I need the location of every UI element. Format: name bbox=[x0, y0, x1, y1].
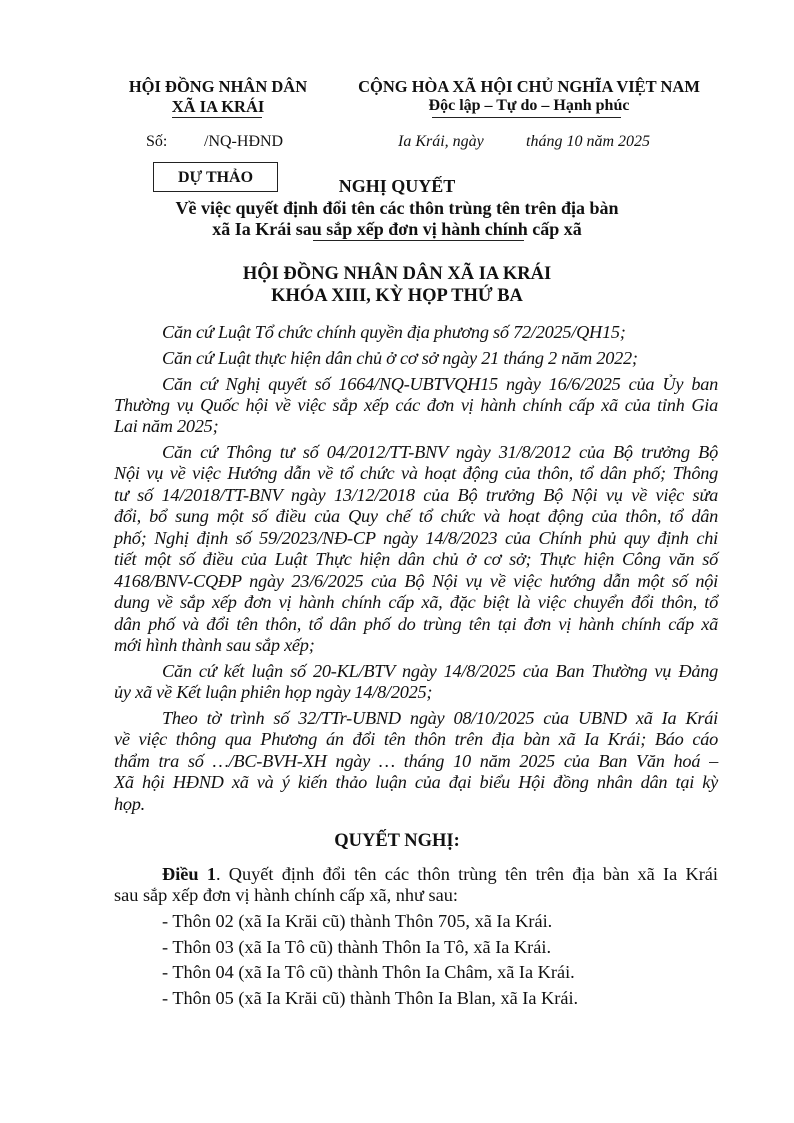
council-name: HỘI ĐỒNG NHÂN DÂN bbox=[128, 77, 308, 96]
draft-stamp: DỰ THẢO bbox=[153, 162, 278, 192]
number-label: Số: bbox=[146, 133, 168, 150]
preamble-line: Nội vụ về việc Hướng dẫn về tổ chức và hoạt động của thôn, tổ dân phố; Thông bbox=[114, 463, 718, 483]
issuer-line-2: KHÓA XIII, KỲ HỌP THỨ BA bbox=[271, 286, 523, 306]
preamble-line: Xã hội HĐND xã và ý kiến thảo luận của đại biểu Hội đồng nhân dân tại kỳ bbox=[114, 772, 718, 792]
preamble-line: Căn cứ Luật thực hiện dân chủ ở cơ sở ngày 21 tháng 2 năm 2022; bbox=[162, 348, 638, 368]
commune-name: XÃ IA KRÁI bbox=[171, 97, 265, 116]
rename-item: - Thôn 03 (xã Ia Tô cũ) thành Thôn Ia Tô, xã Ia Krái. bbox=[162, 937, 552, 957]
preamble-line: về việc thông qua Phương án đổi tên thôn trên địa bàn xã Ia Krái; Báo cáo bbox=[114, 729, 718, 749]
preamble-line: Căn cứ Thông tư số 04/2012/TT-BNV ngày 31/8/2012 của Bộ trưởng Bộ bbox=[162, 442, 718, 462]
preamble-line: Căn cứ kết luận số 20-KL/BTV ngày 14/8/2025 của Ban Thường vụ Đảng bbox=[162, 661, 718, 681]
preamble-line: đổi, bổ sung một số điều của Quy chế tổ chức và hoạt động của thôn, tổ dân bbox=[114, 506, 718, 526]
subject-line-1: Về việc quyết định đổi tên các thôn trùng tên trên địa bàn bbox=[175, 198, 619, 218]
preamble-line: Lai năm 2025; bbox=[114, 416, 219, 436]
article-1-text: . Quyết định đổi tên các thôn trùng tên trên địa bàn xã Ia Krái bbox=[215, 864, 718, 884]
preamble-line: tiết một số điều của Luật Thực hiện dân chủ ở cơ sở; Thực hiện Công văn số bbox=[114, 549, 718, 569]
place-date-suffix: tháng 10 năm 2025 bbox=[526, 133, 650, 150]
preamble-line: ủy xã về Kết luận phiên họp ngày 14/8/2025; bbox=[114, 682, 433, 702]
document-type: NGHỊ QUYẾT bbox=[338, 176, 456, 196]
rename-item: - Thôn 04 (xã Ia Tô cũ) thành Thôn Ia Châm, xã Ia Krái. bbox=[162, 962, 575, 982]
place-date-prefix: Ia Krái, ngày bbox=[398, 133, 484, 150]
article-1-label: Điều 1 bbox=[162, 864, 216, 884]
national-motto: Độc lập – Tự do – Hạnh phúc bbox=[428, 97, 630, 114]
preamble-line: họp. bbox=[114, 794, 145, 814]
article-1-line-2: sau sắp xếp đơn vị hành chính cấp xã, như sau: bbox=[114, 885, 458, 905]
document-number: /NQ-HĐND bbox=[204, 133, 284, 150]
preamble-line: Theo tờ trình số 32/TTr-UBND ngày 08/10/2025 của UBND xã Ia Krái bbox=[162, 708, 718, 728]
rename-item: - Thôn 05 (xã Ia Krăi cũ) thành Thôn Ia Blan, xã Ia Krái. bbox=[162, 988, 579, 1008]
country-name: CỘNG HÒA XÃ HỘI CHỦ NGHĨA VIỆT NAM bbox=[358, 77, 700, 96]
preamble-line: mới hình thành sau sắp xếp; bbox=[114, 635, 315, 655]
preamble-line: dân phố và đổi tên thôn, tổ dân phố do trùng tên tại đơn vị hành chính cấp xã bbox=[114, 614, 718, 634]
preamble-line: 4168/BNV-CQĐP ngày 23/6/2025 của Bộ Nội vụ về việc hướng dẫn một số nội bbox=[114, 571, 718, 591]
motto-underline bbox=[432, 117, 621, 118]
preamble-line: Căn cứ Luật Tổ chức chính quyền địa phương số 72/2025/QH15; bbox=[162, 322, 626, 342]
subject-underline bbox=[313, 240, 524, 241]
rename-item: - Thôn 02 (xã Ia Krăi cũ) thành Thôn 705, xã Ia Krái. bbox=[162, 911, 553, 931]
decision-heading: QUYẾT NGHỊ: bbox=[334, 831, 460, 851]
commune-underline bbox=[172, 117, 262, 118]
preamble-line: thẩm tra số …/BC-BVH-XH ngày … tháng 10 năm 2025 của Ban Văn hoá – bbox=[114, 751, 718, 771]
subject-line-2: xã Ia Krái sau sắp xếp đơn vị hành chính cấp xã bbox=[212, 219, 582, 239]
preamble-line: Thường vụ Quốc hội về việc sắp xếp các đơn vị hành chính cấp xã của tỉnh Gia bbox=[114, 395, 718, 415]
preamble-line: dung về sắp xếp đơn vị hành chính cấp xã, đặc biệt là việc chuyển đổi thôn, tổ bbox=[114, 592, 718, 612]
preamble-line: tư số 14/2018/TT-BNV ngày 13/12/2018 của Bộ trưởng Bộ Nội vụ về việc sửa bbox=[114, 485, 718, 505]
issuer-line-1: HỘI ĐỒNG NHÂN DÂN XÃ IA KRÁI bbox=[242, 264, 552, 284]
preamble-line: phố; Nghị định số 59/2023/NĐ-CP ngày 14/8/2023 của Chính phủ quy định chi bbox=[114, 528, 718, 548]
preamble-line: Căn cứ Nghị quyết số 1664/NQ-UBTVQH15 ngày 16/6/2025 của Ủy ban bbox=[162, 374, 718, 394]
article-1-line-1 bbox=[162, 864, 718, 885]
